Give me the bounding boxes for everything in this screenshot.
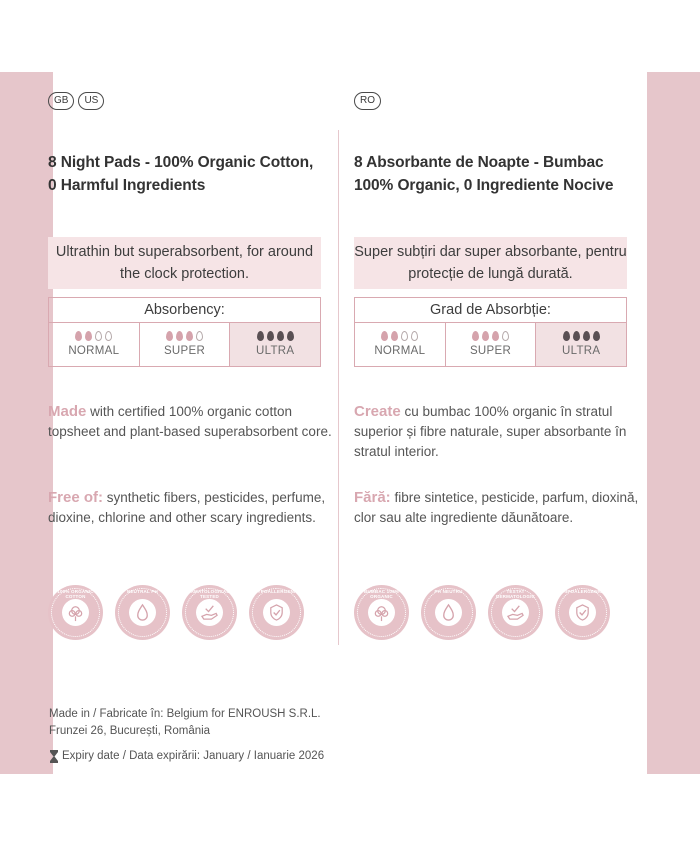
badge-text: NEUTRAL PH [127,589,158,594]
drop-icon [133,603,152,622]
hand-check-icon [200,603,219,622]
drops-icon [536,329,626,343]
column-divider [338,130,339,645]
organic-cotton-badge [48,585,103,640]
level-super [446,323,537,366]
drop-icon [439,603,458,622]
romanian-section [354,92,639,599]
badge-text: TESTAT DERMATOLOGIC [496,589,535,599]
made-text: cu bumbac 100% organic în stratul superior și fibre naturale, super absorbante în stratul interior. [354,404,627,459]
made-lead: Made [48,403,87,420]
country-badge-ro: RO [354,92,381,110]
drops-icon [230,329,320,343]
made-text: with certified 100% organic cotton topsheet and plant-based superabsorbent core. [48,404,332,439]
absorbency-table [354,297,627,367]
badge-text: 100% ORGANIC COTTON [57,589,94,599]
shield-check-icon [267,603,286,622]
product-title: 8 Absorbante de Noapte - Bumbac 100% Organic, 0 Ingrediente Nocive [354,154,614,194]
made-lead: Create [354,403,401,420]
neutral-ph-badge [115,585,170,640]
dermatologically-tested-badge [488,585,543,640]
badge-text: HIPOALERGENIC [562,589,603,594]
badge-text: PH NEUTRU [434,589,463,594]
country-badge-gb: GB [48,92,74,110]
side-band-left [0,72,53,774]
drops-icon [355,329,445,343]
expiry-text: Expiry date / Data expirării: January / Ianuarie 2026 [62,750,325,762]
made-description [48,402,333,442]
level-label: NORMAL [68,345,120,357]
product-title: 8 Night Pads - 100% Organic Cotton, 0 Harmful Ingredients [48,154,314,194]
free-of-description [354,488,639,528]
absorbency-levels [49,323,320,366]
absorbency-title: Absorbency: [49,298,320,323]
neutral-ph-badge [421,585,476,640]
absorbency-levels [355,323,626,366]
absorbency-table [48,297,321,367]
level-label: ULTRA [256,345,295,357]
drops-icon [49,329,139,343]
expiry-row [49,748,324,765]
hourglass-icon [49,749,59,764]
tagline-box: Super subțiri dar super absorbante, pentru protecție de lungă durată. [354,237,627,289]
drops-icon [446,329,536,343]
level-ultra [230,323,320,366]
certification-badges [48,585,304,640]
cotton-icon [372,603,391,622]
level-ultra [536,323,626,366]
country-badge-us: US [78,92,104,110]
absorbency-title: Grad de Absorbție: [355,298,626,323]
free-text: fibre sintetice, pesticide, parfum, dioxină, clor sau alte ingrediente dăunătoare. [354,490,639,525]
hypoallergenic-badge [555,585,610,640]
country-badges [48,92,323,114]
shield-check-icon [573,603,592,622]
badge-text: DERMATOLOGICALLY TESTED [183,589,236,599]
certification-badges [354,585,610,640]
badge-text: HYPOALLERGENIC [254,589,299,594]
address-text: Frunzei 26, București, România [49,725,211,737]
english-section [48,92,332,599]
free-of-description [48,488,333,528]
hand-check-icon [506,603,525,622]
cotton-icon [66,603,85,622]
dermatologically-tested-badge [182,585,237,640]
level-label: NORMAL [374,345,426,357]
level-normal [355,323,446,366]
level-normal [49,323,140,366]
hypoallergenic-badge [249,585,304,640]
free-text: synthetic fibers, pesticides, perfume, dioxine, chlorine and other scary ingredients. [48,490,326,525]
badge-text: BUMBAC 100% ORGANIC [364,589,399,599]
level-label: SUPER [469,345,512,357]
side-band-right [647,72,700,774]
free-lead: Fără: [354,489,391,506]
level-label: ULTRA [562,345,601,357]
free-lead: Free of: [48,489,104,506]
made-description [354,402,639,462]
tagline-box: Ultrathin but superabsorbent, for around the clock protection. [48,237,321,289]
country-badges [354,92,629,114]
level-label: SUPER [163,345,206,357]
organic-cotton-badge [354,585,409,640]
drops-icon [140,329,230,343]
made-in-text: Made in / Fabricate în: Belgium for ENROUSH S.R.L. [49,708,321,720]
level-super [140,323,231,366]
